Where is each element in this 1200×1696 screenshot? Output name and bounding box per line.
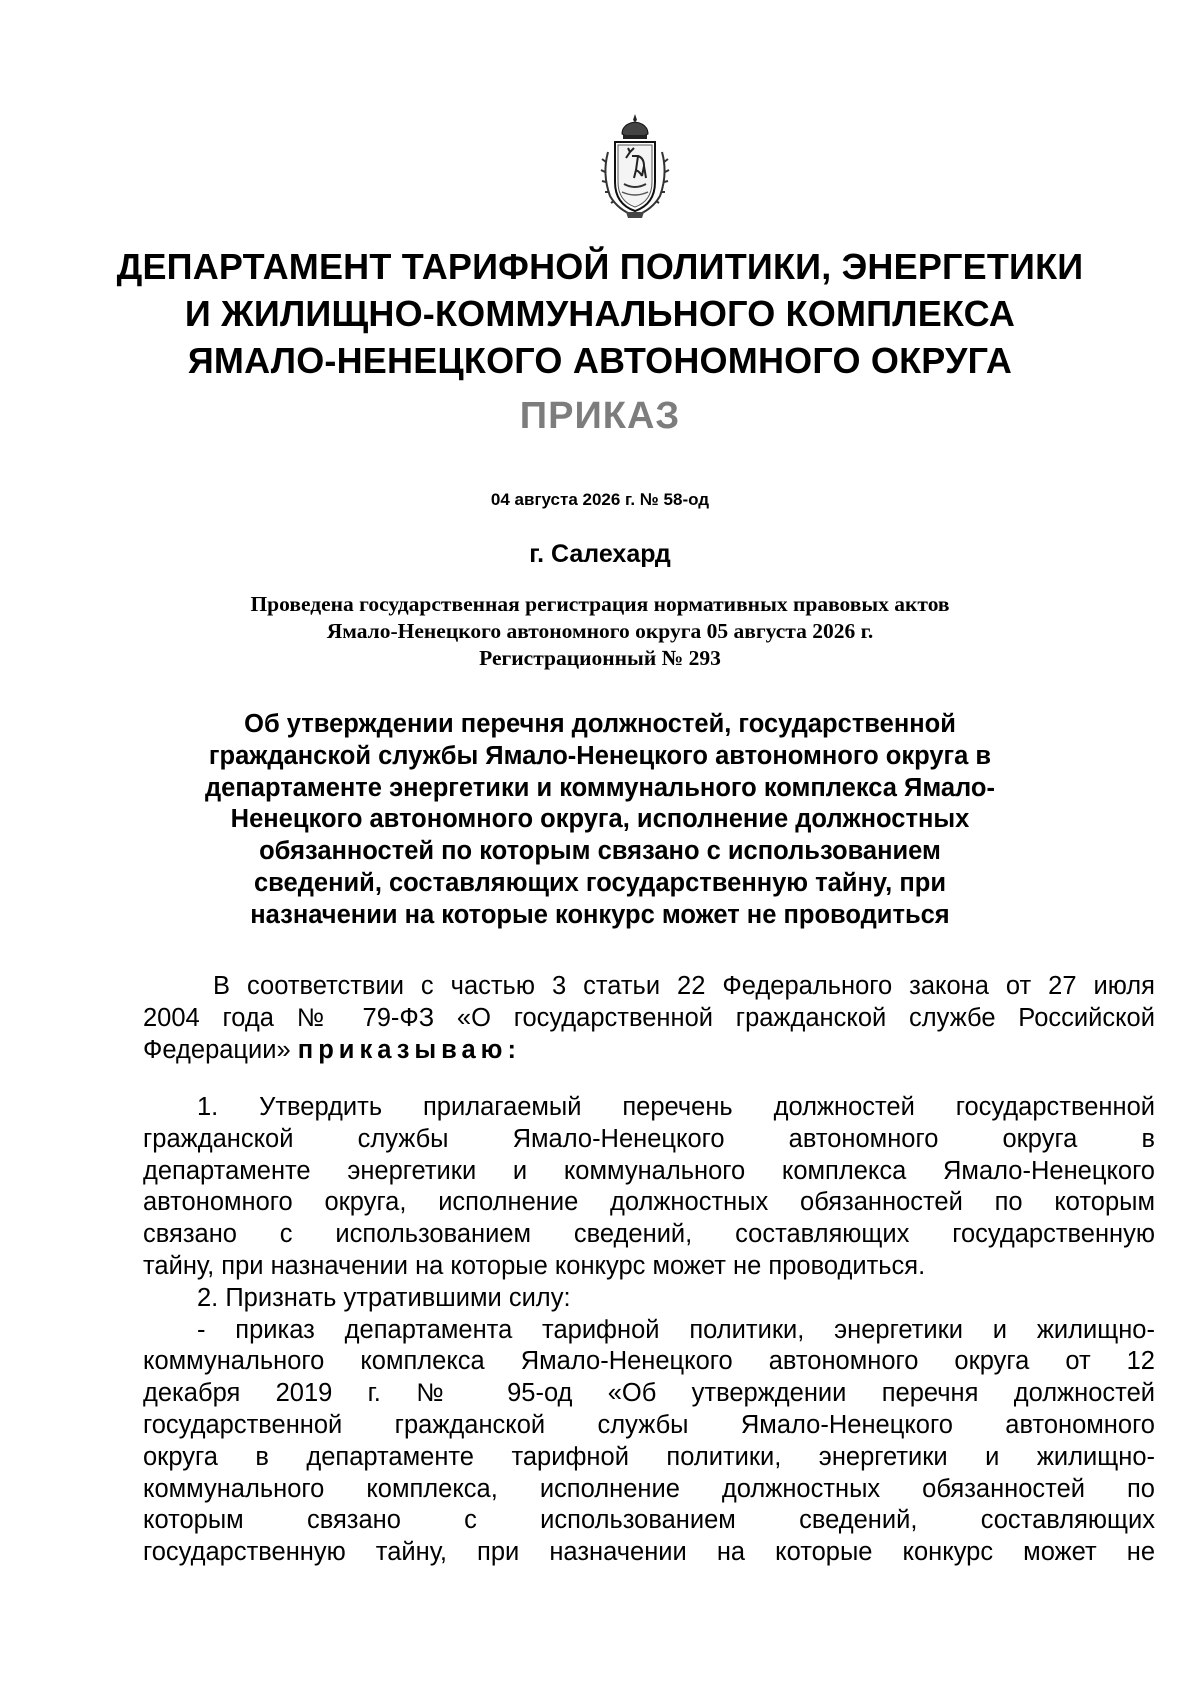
preamble-text: Федерации» bbox=[143, 1035, 298, 1064]
item-line: государственную тайну, при назначении на которые конкурс может не bbox=[143, 1538, 1155, 1567]
document-type: ПРИКАЗ bbox=[519, 395, 681, 437]
preamble-line: 2004 года № 79-ФЗ «О государственной гражданской службе Российской bbox=[143, 1003, 1155, 1032]
order-items bbox=[143, 1092, 1155, 1569]
subject-line: обязанностей по которым связано с использованием bbox=[259, 837, 941, 866]
registration-line: Регистрационный № 293 bbox=[479, 646, 721, 670]
item-line: гражданской службы Ямало-Ненецкого автономного округа в bbox=[143, 1124, 1155, 1153]
department-line: ЯМАЛО-НЕНЕЦКОГО АВТОНОМНОГО ОКРУГА bbox=[187, 340, 1013, 381]
preamble-line: В соответствии с частью 3 статьи 22 Федерального закона от 27 июля bbox=[213, 972, 1155, 1000]
preamble-line bbox=[143, 1035, 1155, 1067]
preamble bbox=[143, 971, 1155, 1066]
item-line: округа в департаменте тарифной политики, энергетики и жилищно- bbox=[143, 1442, 1155, 1471]
department-name bbox=[0, 243, 1200, 384]
subject-line: департаменте энергетики и коммунального комплекса Ямало- bbox=[205, 773, 995, 802]
item-line: 1. Утвердить прилагаемый перечень должностей государственной bbox=[197, 1093, 1155, 1121]
item-line: - приказ департамента тарифной политики, энергетики и жилищно- bbox=[197, 1315, 1155, 1344]
subject-line: сведений, составляющих государственную тайну, при bbox=[254, 868, 946, 897]
coat-of-arms-icon bbox=[598, 112, 672, 220]
city: г. Салехард bbox=[529, 540, 671, 568]
registration-line: Ямало-Ненецкого автономного округа 05 августа 2026 г. bbox=[326, 619, 874, 643]
item-line: декабря 2019 г. № 95-од «Об утверждении перечня должностей bbox=[143, 1379, 1155, 1408]
item-line: государственной гражданской службы Ямало-Ненецкого автономного bbox=[143, 1410, 1155, 1439]
order-subject bbox=[0, 709, 1200, 932]
item-line: департаменте энергетики и коммунального комплекса Ямало-Ненецкого bbox=[143, 1156, 1155, 1185]
subject-line: Ненецкого автономного округа, исполнение должностных bbox=[230, 805, 970, 834]
item-line: которым связано с использованием сведений, составляющих bbox=[143, 1506, 1155, 1535]
registration-line: Проведена государственная регистрация нормативных правовых актов bbox=[250, 592, 950, 616]
order-date-number: 04 августа 2026 г. № 58-од bbox=[490, 490, 710, 509]
item-line: тайну, при назначении на которые конкурс может не проводиться. bbox=[143, 1251, 926, 1280]
item-line: 2. Признать утратившими силу: bbox=[197, 1283, 571, 1312]
subject-line: назначении на которые конкурс может не проводиться bbox=[250, 900, 950, 929]
registration-stamp bbox=[0, 591, 1200, 672]
subject-line: гражданской службы Ямало-Ненецкого автономного округа в bbox=[208, 741, 992, 770]
item-line: автономного округа, исполнение должностных обязанностей по которым bbox=[143, 1188, 1155, 1217]
department-line: ДЕПАРТАМЕНТ ТАРИФНОЙ ПОЛИТИКИ, ЭНЕРГЕТИКИ bbox=[116, 246, 1084, 287]
order-verb: приказываю: bbox=[297, 1035, 521, 1064]
item-line: коммунального комплекса Ямало-Ненецкого автономного округа от 12 bbox=[143, 1347, 1155, 1376]
item-line: коммунального комплекса, исполнение должностных обязанностей по bbox=[143, 1474, 1155, 1503]
department-line: И ЖИЛИЩНО-КОММУНАЛЬНОГО КОМПЛЕКСА bbox=[184, 293, 1016, 334]
subject-line: Об утверждении перечня должностей, государственной bbox=[244, 710, 956, 738]
item-line: связано с использованием сведений, составляющих государственную bbox=[143, 1220, 1155, 1249]
